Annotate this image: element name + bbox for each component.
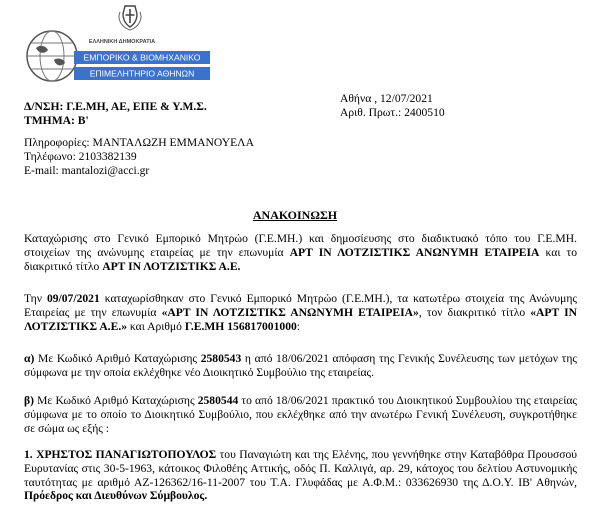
- protocol-number: Αριθ. Πρωτ.: 2400510: [340, 106, 445, 119]
- paragraph-board-member-1: 1. ΧΡΗΣΤΟΣ ΠΑΝΑΓΙΩΤΟΠΟΥΛΟΣ του Παναγιώτη και της Ελένης, που γεννήθηκε στην Καταβόθρα Προυσσού Ευρυτανίας στις 30-5-1963, κάτοικος Φιλοθέης Αττικής, οδός Π. Καλλιγά, αρ. 29, κάτοχος του δελτίου Αστυνομικής ταυτότητας με αριθμό ΑΖ-126362/16-11-2007 του Τ.Α. Γλυφάδας με Α.Φ.Μ.: 033626930 της Δ.Ο.Υ. ΙΒ' Αθηνών, Πρόεδρος και Διευθύνων Σύμβουλος.: [24, 448, 578, 503]
- logo-graphic: [22, 2, 214, 88]
- paragraph-item-a: α) Με Κωδικό Αριθμό Καταχώρισης 2580543 η από 18/06/2021 απόφαση της Γενικής Συνέλευσης των μετόχων της σύμφωνα με την οποία εκλέχθηκε νέο Διοικητικό Συμβούλιο της εταιρείας.: [24, 352, 577, 379]
- email-address: E-mail: mantalozi@acci.gr: [24, 164, 150, 177]
- greek-emblem-icon: [119, 6, 141, 30]
- place-date: Αθήνα , 12/07/2021: [340, 92, 433, 105]
- chamber-logo: [22, 2, 214, 88]
- paragraph-intro: Καταχώρισης στο Γενικό Εμπορικό Μητρώο (Γ.Ε.ΜΗ.) και δημοσίευσης στο διαδικτυακό τόπο του Γ.Ε.ΜΗ. στοιχείων της ανώνυμης εταιρείας με την επωνυμία ΑΡΤ ΙΝ ΛΟΤΖΙΣΤΙΚΣ ΑΝΩΝΥΜΗ ΕΤΑΙΡΕΙΑ και το διακριτικό τίτλο ΑΡΤ ΙΝ ΛΟΤΖΙΣΤΙΚΣ Α.Ε.: [24, 232, 578, 273]
- svg-text:ΕΛΛΗΝΙΚΗ ΔΗΜΟΚΡΑΤΙΑ: ΕΛΛΗΝΙΚΗ ΔΗΜΟΚΡΑΤΙΑ: [88, 39, 156, 45]
- section: ΤΜΗΜΑ: Β': [24, 114, 89, 127]
- announcement-title: ΑΝΑΚΟΙΝΩΣΗ: [252, 208, 338, 222]
- svg-text:ΕΜΠΟΡΙΚΟ & ΒΙΟΜΗΧΑΝΙΚΟ: ΕΜΠΟΡΙΚΟ & ΒΙΟΜΗΧΑΝΙΚΟ: [83, 52, 201, 63]
- svg-text:ΕΠΙΜΕΛΗΤΗΡΙΟ ΑΘΗΝΩΝ: ΕΠΙΜΕΛΗΤΗΡΙΟ ΑΘΗΝΩΝ: [89, 68, 195, 79]
- globe-icon: [27, 31, 77, 81]
- contact-person: Πληροφορίες: ΜΑΝΤΑΛΩΖΗ ΕΜΜΑΝΟΥΕΛΑ: [24, 136, 254, 149]
- phone-number: Τηλέφωνο: 2103382139: [24, 150, 137, 163]
- paragraph-item-b: β) Με Κωδικό Αριθμό Καταχώρισης 2580544 το από 18/06/2021 πρακτικό του Διοικητικού Συμβουλίου της εταιρείας σύμφωνα με το οποίο το Διοικητικό Συμβούλιο, που εκλέχθηκε από την ανωτέρω Γενική Συνέλευση, συγκροτήθηκε σε σώμα ως εξής :: [24, 394, 578, 435]
- department: Δ/ΝΣΗ: Γ.Ε.ΜΗ, ΑΕ, ΕΠΕ & Υ.Μ.Σ.: [24, 100, 207, 113]
- paragraph-registration: Την 09/07/2021 καταχωρίσθηκαν στο Γενικό Εμπορικό Μητρώο (Γ.Ε.ΜΗ.), τα κατωτέρω στοιχεία της Ανώνυμης Εταιρείας με την επωνυμία «ΑΡΤ ΙΝ ΛΟΤΖΙΣΤΙΚΣ ΑΝΩΝΥΜΗ ΕΤΑΙΡΕΙΑ», τον διακριτικό τίτλο «ΑΡΤ ΙΝ ΛΟΤΖΙΣΤΙΚΣ Α.Ε.» και Αριθμό Γ.Ε.ΜΗ 156817001000:: [24, 292, 578, 333]
